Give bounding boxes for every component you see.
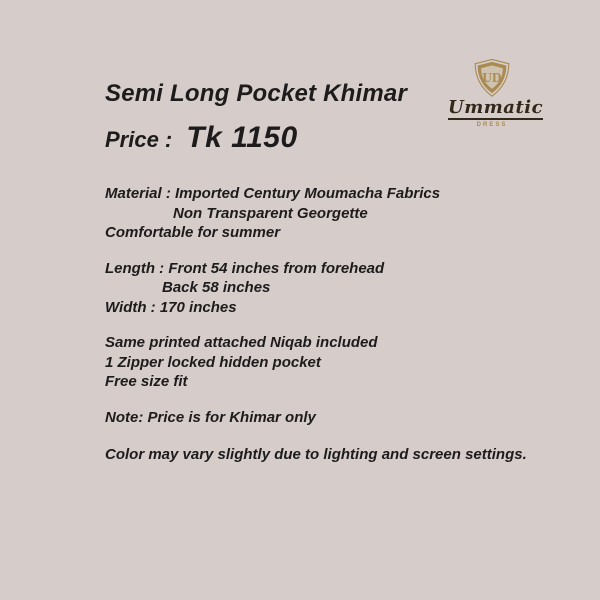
size-line: Back 58 inches — [162, 279, 271, 296]
material-line: Non Transparent Georgette — [173, 204, 368, 222]
feature-line: 1 Zipper locked hidden pocket — [105, 353, 321, 371]
features-section — [105, 333, 545, 392]
price-row — [105, 120, 545, 158]
disclaimer-line: Color may vary slightly due to lighting and screen settings. — [105, 446, 527, 463]
note-line: Note: Price is for Khimar only — [105, 408, 316, 426]
brand-subtitle: DRESS — [476, 122, 508, 128]
product-details — [105, 80, 545, 465]
product-title: Semi Long Pocket Khimar — [105, 80, 407, 107]
disclaimer-section — [105, 445, 545, 465]
material-line: Material : Imported Century Moumacha Fabrics — [105, 185, 441, 202]
size-line: Length : Front 54 inches from forehead — [105, 259, 385, 277]
price-label: Price : — [105, 127, 173, 152]
size-section — [105, 259, 545, 318]
material-section — [105, 184, 545, 243]
size-line: Width : 170 inches — [105, 298, 237, 316]
brand-name: Ummatic — [448, 97, 544, 118]
note-section — [105, 408, 545, 428]
feature-line: Free size fit — [105, 373, 188, 390]
material-line: Comfortable for summer — [105, 224, 281, 241]
monogram-text: UD — [482, 69, 502, 85]
price-value: Tk 1150 — [186, 121, 298, 154]
feature-line: Same printed attached Niqab included — [105, 334, 378, 351]
